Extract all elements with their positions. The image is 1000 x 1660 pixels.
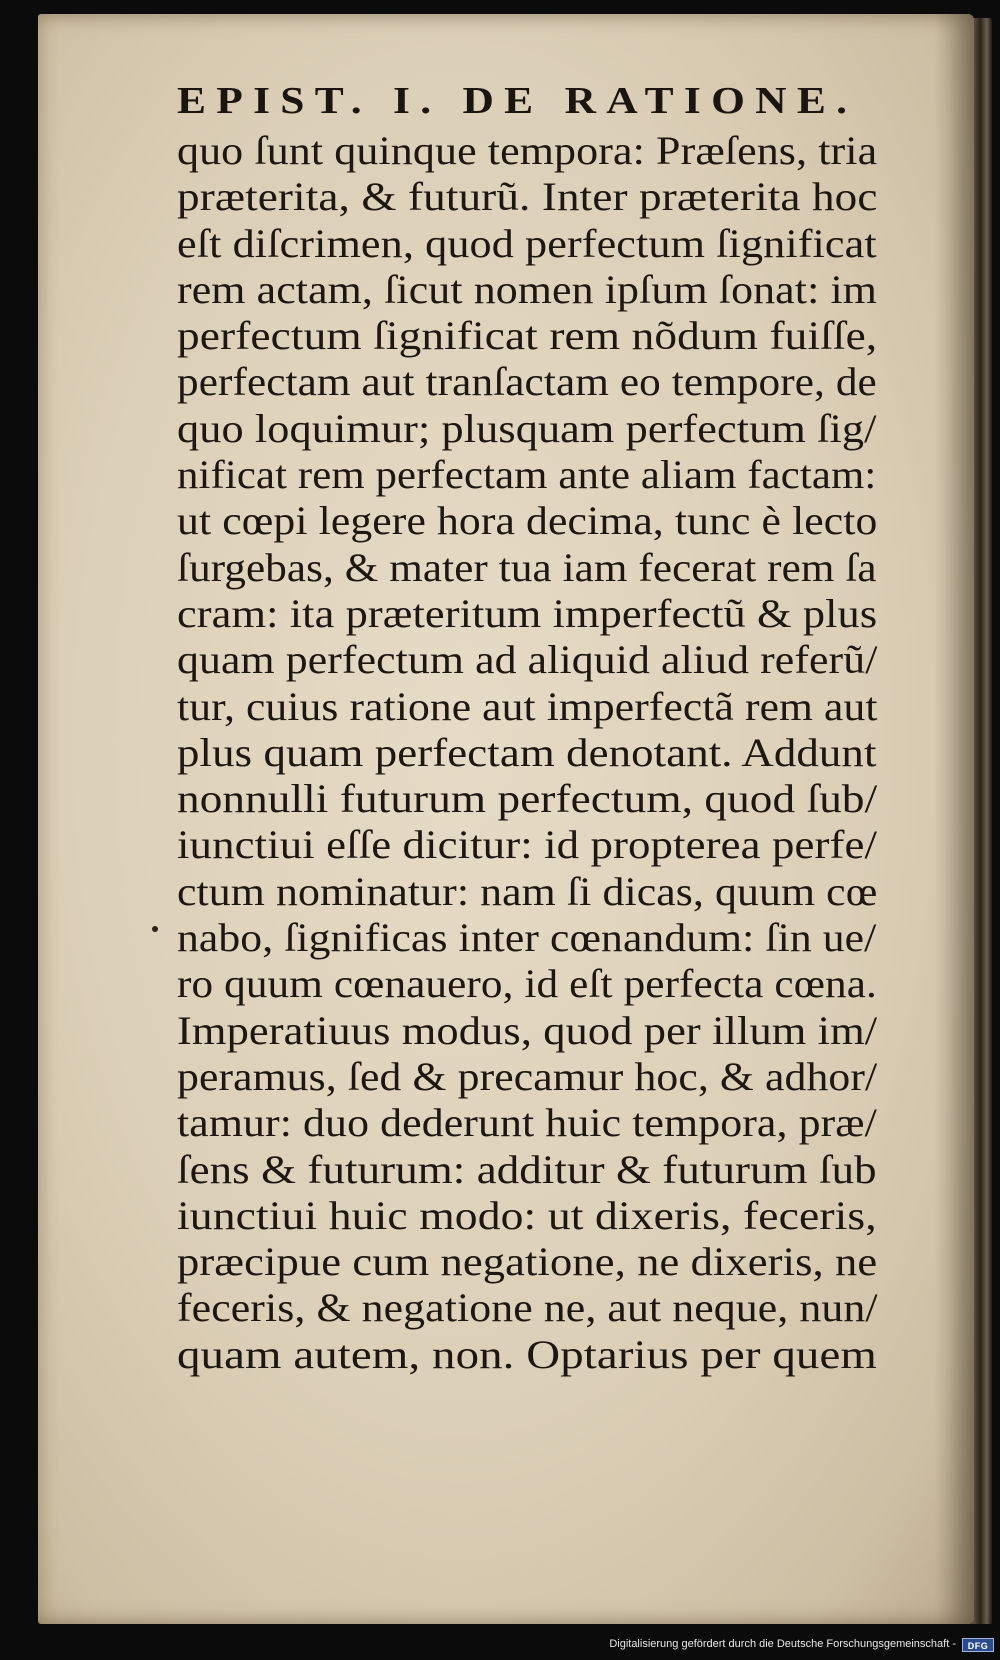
ink-speck	[152, 926, 158, 932]
text-line: quam perfectum ad aliquid aliud referũ/	[177, 637, 878, 683]
text-line: rem actam, ſicut nomen ipſum ſonat: im	[177, 266, 878, 312]
text-line: feceris, & negatione ne, aut neque, nun/	[177, 1285, 878, 1331]
text-line: quo ſunt quinque tempora: Præſens, tria	[177, 128, 878, 173]
text-line: ſurgebas, & mater tua iam fecerat rem ſa	[177, 544, 877, 590]
page-text	[177, 78, 937, 1378]
text-line: nabo, ſignificas inter cœnandum: ſin ue/	[177, 915, 877, 961]
text-line: ſens & futurum: additur & futurum ſub	[177, 1146, 877, 1192]
text-line: tur, cuius ratione aut imperfectã rem aut	[177, 683, 878, 729]
text-line: plus quam perfectam denotant. Addunt	[177, 729, 877, 775]
text-line: cram: ita præteritum imperfectũ & plus	[177, 590, 878, 636]
text-line: perfectum ſignificat rem nõdum fuiſſe,	[177, 313, 878, 359]
text-line: ut cœpi legere hora decima, tunc è lecto	[177, 498, 878, 544]
text-line: peramus, ſed & precamur hoc, & adhor/	[177, 1053, 878, 1099]
text-line: eſt diſcrimen, quod perfectum ſignificat	[177, 220, 877, 266]
text-line: Imperatiuus modus, quod per illum im/	[177, 1007, 878, 1053]
text-line: iunctiui huic modo: ut dixeris, feceris,	[177, 1192, 877, 1238]
text-line: quo loquimur; plusquam perfectum ſig/	[177, 405, 877, 451]
text-line: tamur: duo dederunt huic tempora, præ/	[177, 1100, 877, 1146]
text-line: præterita, & futurũ. Inter præterita hoc	[177, 174, 878, 220]
text-line: præcipue cum negatione, ne dixeris, ne	[177, 1239, 878, 1285]
text-line: nonnulli futurum perfectum, quod ſub/	[177, 776, 878, 822]
text-line: iunctiui eſſe dicitur: id propterea perfe/	[177, 822, 878, 868]
text-line: nificat rem perfectam ante aliam factam:	[177, 452, 877, 498]
body-text	[177, 128, 937, 1378]
dfg-logo: DFG	[962, 1638, 994, 1652]
running-head: EPIST. I. DE RATIONE.	[177, 80, 858, 122]
text-line: quam autem, non. Optarius per quem	[177, 1331, 877, 1377]
text-line: ro quum cœnauero, id eſt perfecta cœna.	[177, 961, 877, 1007]
text-line: perfectam aut tranſactam eo tempore, de	[177, 359, 877, 405]
text-line: ctum nominatur: nam ſi dicas, quum cœ	[177, 868, 878, 914]
digitization-credit: Digitalisierung gefördert durch die Deutsche Forschungsgemeinschaft -	[609, 1638, 956, 1650]
